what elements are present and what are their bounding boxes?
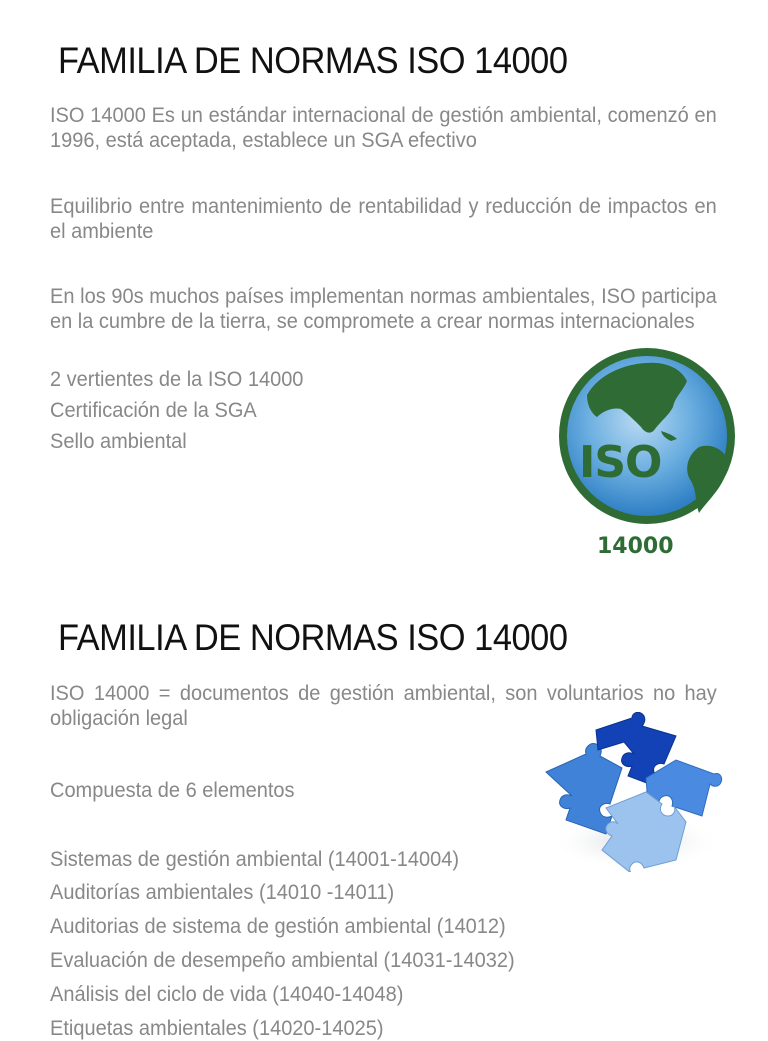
- paragraph-intro: ISO 14000 Es un estándar internacional de gestión ambiental, comenzó en 1996, está aceptada, establece un SGA efectivo: [50, 103, 717, 152]
- text-certificacion: Certificación de la SGA: [50, 398, 257, 422]
- text-compuesta: Compuesta de 6 elementos: [50, 778, 295, 802]
- paragraph-documentos: ISO 14000 = documentos de gestión ambiental, son voluntarios no hay obligación legal: [50, 681, 717, 730]
- slide-title: FAMILIA DE NORMAS ISO 14000: [58, 617, 568, 658]
- slide-title: FAMILIA DE NORMAS ISO 14000: [58, 40, 568, 81]
- iso-14000-logo: [557, 347, 741, 562]
- text-vertientes: 2 vertientes de la ISO 14000: [50, 367, 304, 391]
- list-item-auditorias: Auditorías ambientales (14010 -14011): [50, 880, 395, 904]
- list-item-analisis: Análisis del ciclo de vida (14040-14048): [50, 982, 404, 1006]
- paragraph-equilibrio: Equilibrio entre mantenimiento de rentabilidad y reducción de impactos en el ambiente: [50, 194, 717, 243]
- puzzle-pieces-image: [536, 712, 726, 872]
- list-item-auditorias-sga: Auditorias de sistema de gestión ambiental (14012): [50, 914, 506, 938]
- list-item-sistemas: Sistemas de gestión ambiental (14001-14004): [50, 847, 460, 871]
- text-sello: Sello ambiental: [50, 429, 187, 453]
- svg-text:ISO: ISO: [579, 437, 662, 488]
- paragraph-90s: En los 90s muchos países implementan normas ambientales, ISO participa en la cumbre de la tierra, se compromete a crear normas internacionales: [50, 284, 717, 333]
- globe-icon: [557, 347, 741, 562]
- list-item-etiquetas: Etiquetas ambientales (14020-14025): [50, 1016, 384, 1040]
- svg-text:14000: 14000: [597, 534, 674, 559]
- list-item-evaluacion: Evaluación de desempeño ambiental (14031-14032): [50, 948, 515, 972]
- puzzle-icon: [536, 712, 726, 872]
